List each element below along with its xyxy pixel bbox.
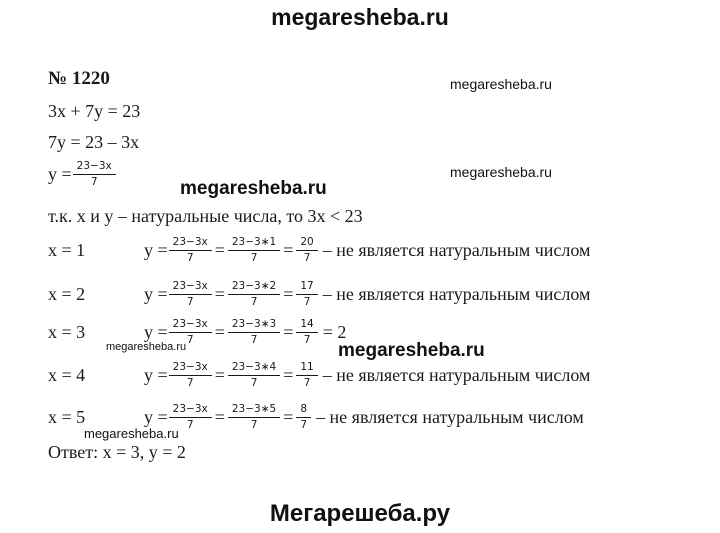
case-x-label: x = 4	[48, 365, 86, 385]
fraction	[75, 160, 114, 189]
fraction	[171, 318, 210, 347]
fraction-numerator: 23−3x	[172, 280, 208, 292]
fraction	[298, 280, 315, 309]
task-number: № 1220	[48, 68, 110, 89]
fraction-denominator: 7	[228, 417, 280, 432]
expression-prefix: y =	[144, 284, 168, 304]
equals-sign: =	[283, 240, 294, 260]
fraction	[171, 236, 210, 265]
case-expression	[144, 236, 590, 265]
fraction-denominator: 7	[228, 375, 280, 390]
fraction-numerator: 23−3∗2	[231, 280, 277, 292]
fraction	[171, 361, 210, 390]
case-x-label: x = 1	[48, 240, 86, 260]
fraction	[171, 280, 210, 309]
fraction-numerator: 23−3∗3	[231, 318, 277, 330]
fraction-denominator: 7	[169, 417, 212, 432]
fraction-numerator: 8	[300, 403, 308, 415]
fraction-numerator: 20	[300, 236, 314, 248]
case-x-label: x = 3	[48, 322, 86, 342]
fraction	[298, 403, 309, 432]
fraction-numerator: 14	[300, 318, 314, 330]
equals-sign: =	[283, 365, 294, 385]
case-result: – не является натуральным числом	[322, 365, 591, 385]
equals-sign: =	[283, 407, 294, 427]
expression-prefix: y =	[144, 240, 168, 260]
fraction-denominator: 7	[296, 294, 317, 309]
watermark: megaresheba.ru	[106, 341, 187, 353]
equals-sign: =	[283, 322, 294, 342]
watermark: megaresheba.ru	[338, 340, 485, 361]
equation-line	[48, 160, 117, 189]
case-expression	[144, 280, 590, 309]
fraction	[230, 403, 278, 432]
watermark: megaresheba.ru	[450, 76, 552, 92]
fraction-denominator: 7	[73, 174, 116, 189]
fraction-numerator: 11	[300, 361, 314, 373]
case-result: = 2	[322, 322, 347, 342]
fraction-numerator: 23−3∗4	[231, 361, 277, 373]
case-result: – не является натуральным числом	[322, 284, 591, 304]
watermark: megaresheba.ru	[180, 178, 327, 199]
fraction-denominator: 7	[296, 250, 317, 265]
equals-sign: =	[283, 284, 294, 304]
fraction-denominator: 7	[228, 294, 280, 309]
fraction-denominator: 7	[169, 332, 212, 347]
equals-sign: =	[214, 407, 225, 427]
equals-sign: =	[214, 240, 225, 260]
equals-sign: =	[214, 284, 225, 304]
fraction	[230, 361, 278, 390]
fraction-numerator: 23−3x	[172, 236, 208, 248]
watermark: megaresheba.ru	[84, 426, 179, 441]
equals-sign: =	[214, 365, 225, 385]
case-result: – не является натуральным числом	[316, 407, 584, 427]
fraction-numerator: 17	[300, 280, 314, 292]
case-expression	[144, 403, 584, 432]
fraction-denominator: 7	[169, 375, 212, 390]
site-header: megaresheba.ru	[271, 4, 449, 30]
fraction-denominator: 7	[296, 332, 317, 347]
expression-prefix: y =	[144, 322, 168, 342]
condition-line: т.к. x и y – натуральные числа, то 3x < 23	[48, 206, 363, 226]
watermark: megaresheba.ru	[450, 164, 552, 180]
fraction-denominator: 7	[169, 294, 212, 309]
fraction	[298, 236, 315, 265]
case-x-label: x = 2	[48, 284, 86, 304]
fraction	[298, 318, 315, 347]
case-expression	[144, 318, 346, 347]
case-x-label: x = 5	[48, 407, 86, 427]
fraction	[230, 236, 278, 265]
fraction-numerator: 23−3∗5	[231, 403, 277, 415]
fraction-denominator: 7	[296, 417, 311, 432]
fraction	[230, 318, 278, 347]
expression-prefix: y =	[144, 407, 168, 427]
equals-sign: =	[214, 322, 225, 342]
fraction-numerator: 23−3x	[172, 361, 208, 373]
site-footer: Мегарешеба.ру	[269, 500, 451, 527]
fraction-denominator: 7	[228, 332, 280, 347]
fraction-denominator: 7	[169, 250, 212, 265]
fraction	[298, 361, 315, 390]
expression-prefix: y =	[48, 164, 72, 184]
case-expression	[144, 361, 590, 390]
fraction	[171, 403, 210, 432]
fraction-numerator: 23−3∗1	[231, 236, 277, 248]
expression-prefix: y =	[144, 365, 168, 385]
answer-line: Ответ: x = 3, y = 2	[48, 442, 186, 462]
fraction-numerator: 23−3x	[172, 318, 208, 330]
equation-line: 7y = 23 – 3x	[48, 132, 140, 152]
fraction-denominator: 7	[228, 250, 280, 265]
fraction-numerator: 23−3x	[172, 403, 208, 415]
fraction-denominator: 7	[296, 375, 317, 390]
equation-line: 3x + 7y = 23	[48, 101, 141, 121]
fraction	[230, 280, 278, 309]
fraction-numerator: 23−3x	[76, 160, 112, 172]
case-result: – не является натуральным числом	[322, 240, 591, 260]
